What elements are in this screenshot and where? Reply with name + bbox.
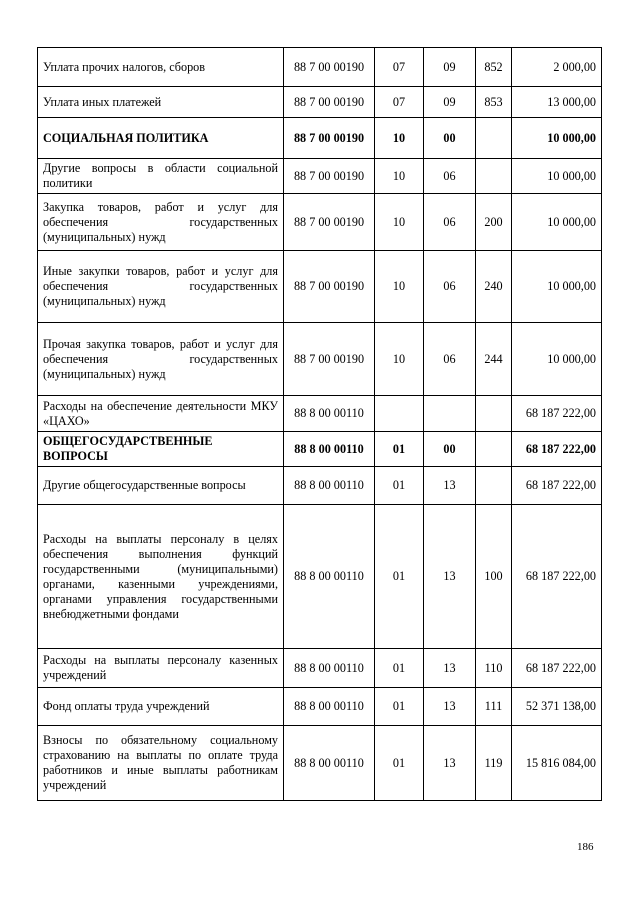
cell-expense-type: [476, 396, 512, 432]
cell-section: 01: [375, 649, 424, 688]
table-row: [38, 251, 602, 323]
cell-name: Уплата прочих налогов, сборов: [38, 48, 284, 87]
cell-target-code: 88 8 00 00110: [284, 505, 375, 649]
cell-expense-type: 110: [476, 649, 512, 688]
cell-expense-type: 240: [476, 251, 512, 323]
cell-name: Иные закупки товаров, работ и услуг для обеспечения государственных (муниципальных) нужд: [38, 251, 284, 323]
cell-amount: 10 000,00: [512, 323, 602, 396]
cell-target-code: 88 8 00 00110: [284, 726, 375, 801]
cell-name: Уплата иных платежей: [38, 87, 284, 118]
page-number: 186: [577, 841, 594, 853]
cell-subsection: 13: [424, 688, 476, 726]
cell-section: 10: [375, 251, 424, 323]
table-row: [38, 118, 602, 159]
cell-amount: 68 187 222,00: [512, 396, 602, 432]
table-row: [38, 323, 602, 396]
cell-expense-type: [476, 432, 512, 467]
table-row: [38, 432, 602, 467]
cell-amount: 10 000,00: [512, 194, 602, 251]
cell-section: [375, 396, 424, 432]
cell-amount: 68 187 222,00: [512, 505, 602, 649]
cell-target-code: 88 8 00 00110: [284, 396, 375, 432]
cell-section: 01: [375, 505, 424, 649]
cell-expense-type: 119: [476, 726, 512, 801]
cell-section: 01: [375, 432, 424, 467]
table-row: [38, 87, 602, 118]
cell-target-code: 88 8 00 00110: [284, 467, 375, 505]
cell-section: 07: [375, 48, 424, 87]
table-row: [38, 159, 602, 194]
cell-amount: 68 187 222,00: [512, 649, 602, 688]
cell-name: Расходы на обеспечение деятельности МКУ «ЦАХО»: [38, 396, 284, 432]
cell-subsection: 13: [424, 649, 476, 688]
cell-subsection: 13: [424, 505, 476, 649]
cell-expense-type: [476, 159, 512, 194]
cell-target-code: 88 7 00 00190: [284, 48, 375, 87]
cell-section: 01: [375, 688, 424, 726]
cell-expense-type: 111: [476, 688, 512, 726]
cell-target-code: 88 8 00 00110: [284, 649, 375, 688]
cell-amount: 68 187 222,00: [512, 432, 602, 467]
cell-target-code: 88 7 00 00190: [284, 194, 375, 251]
cell-expense-type: 244: [476, 323, 512, 396]
cell-target-code: 88 7 00 00190: [284, 118, 375, 159]
budget-table: [37, 47, 602, 801]
cell-name: Расходы на выплаты персоналу казенных учреждений: [38, 649, 284, 688]
table-row: [38, 396, 602, 432]
cell-name: Фонд оплаты труда учреждений: [38, 688, 284, 726]
cell-target-code: 88 7 00 00190: [284, 323, 375, 396]
cell-name: СОЦИАЛЬНАЯ ПОЛИТИКА: [38, 118, 284, 159]
cell-subsection: 13: [424, 467, 476, 505]
table-row: [38, 194, 602, 251]
cell-target-code: 88 7 00 00190: [284, 251, 375, 323]
cell-subsection: 00: [424, 432, 476, 467]
cell-amount: 68 187 222,00: [512, 467, 602, 505]
cell-section: 10: [375, 159, 424, 194]
table-row: [38, 649, 602, 688]
cell-expense-type: [476, 118, 512, 159]
cell-section: 10: [375, 194, 424, 251]
cell-amount: 52 371 138,00: [512, 688, 602, 726]
cell-name: Расходы на выплаты персоналу в целях обеспечения выполнения функций государственными (муниципальными) органами, казенными учреждениями, органами управления государственными внебюджетными фондами: [38, 505, 284, 649]
cell-expense-type: 200: [476, 194, 512, 251]
cell-amount: 13 000,00: [512, 87, 602, 118]
table-row: [38, 505, 602, 649]
table-row: [38, 688, 602, 726]
cell-target-code: 88 7 00 00190: [284, 87, 375, 118]
cell-expense-type: 852: [476, 48, 512, 87]
cell-subsection: 06: [424, 251, 476, 323]
cell-subsection: 06: [424, 159, 476, 194]
cell-target-code: 88 7 00 00190: [284, 159, 375, 194]
cell-section: 07: [375, 87, 424, 118]
cell-expense-type: [476, 467, 512, 505]
cell-subsection: 06: [424, 323, 476, 396]
cell-subsection: [424, 396, 476, 432]
cell-expense-type: 853: [476, 87, 512, 118]
cell-section: 10: [375, 118, 424, 159]
cell-name: Другие общегосударственные вопросы: [38, 467, 284, 505]
cell-section: 10: [375, 323, 424, 396]
cell-name: Взносы по обязательному социальному страхованию на выплаты по оплате труда работников и иные выплаты работникам учреждений: [38, 726, 284, 801]
cell-name: Другие вопросы в области социальной политики: [38, 159, 284, 194]
table-row: [38, 48, 602, 87]
cell-target-code: 88 8 00 00110: [284, 688, 375, 726]
cell-expense-type: 100: [476, 505, 512, 649]
cell-amount: 2 000,00: [512, 48, 602, 87]
table-row: [38, 726, 602, 801]
cell-subsection: 09: [424, 48, 476, 87]
budget-table-body: [38, 48, 602, 801]
cell-name: Закупка товаров, работ и услуг для обеспечения государственных (муниципальных) нужд: [38, 194, 284, 251]
cell-subsection: 06: [424, 194, 476, 251]
cell-name: ОБЩЕГОСУДАРСТВЕННЫЕ ВОПРОСЫ: [38, 432, 284, 467]
cell-amount: 10 000,00: [512, 118, 602, 159]
cell-name: Прочая закупка товаров, работ и услуг для обеспечения государственных (муниципальных) нужд: [38, 323, 284, 396]
cell-subsection: 13: [424, 726, 476, 801]
cell-amount: 15 816 084,00: [512, 726, 602, 801]
table-row: [38, 467, 602, 505]
cell-target-code: 88 8 00 00110: [284, 432, 375, 467]
cell-subsection: 00: [424, 118, 476, 159]
cell-amount: 10 000,00: [512, 159, 602, 194]
cell-amount: 10 000,00: [512, 251, 602, 323]
cell-subsection: 09: [424, 87, 476, 118]
cell-section: 01: [375, 726, 424, 801]
cell-section: 01: [375, 467, 424, 505]
